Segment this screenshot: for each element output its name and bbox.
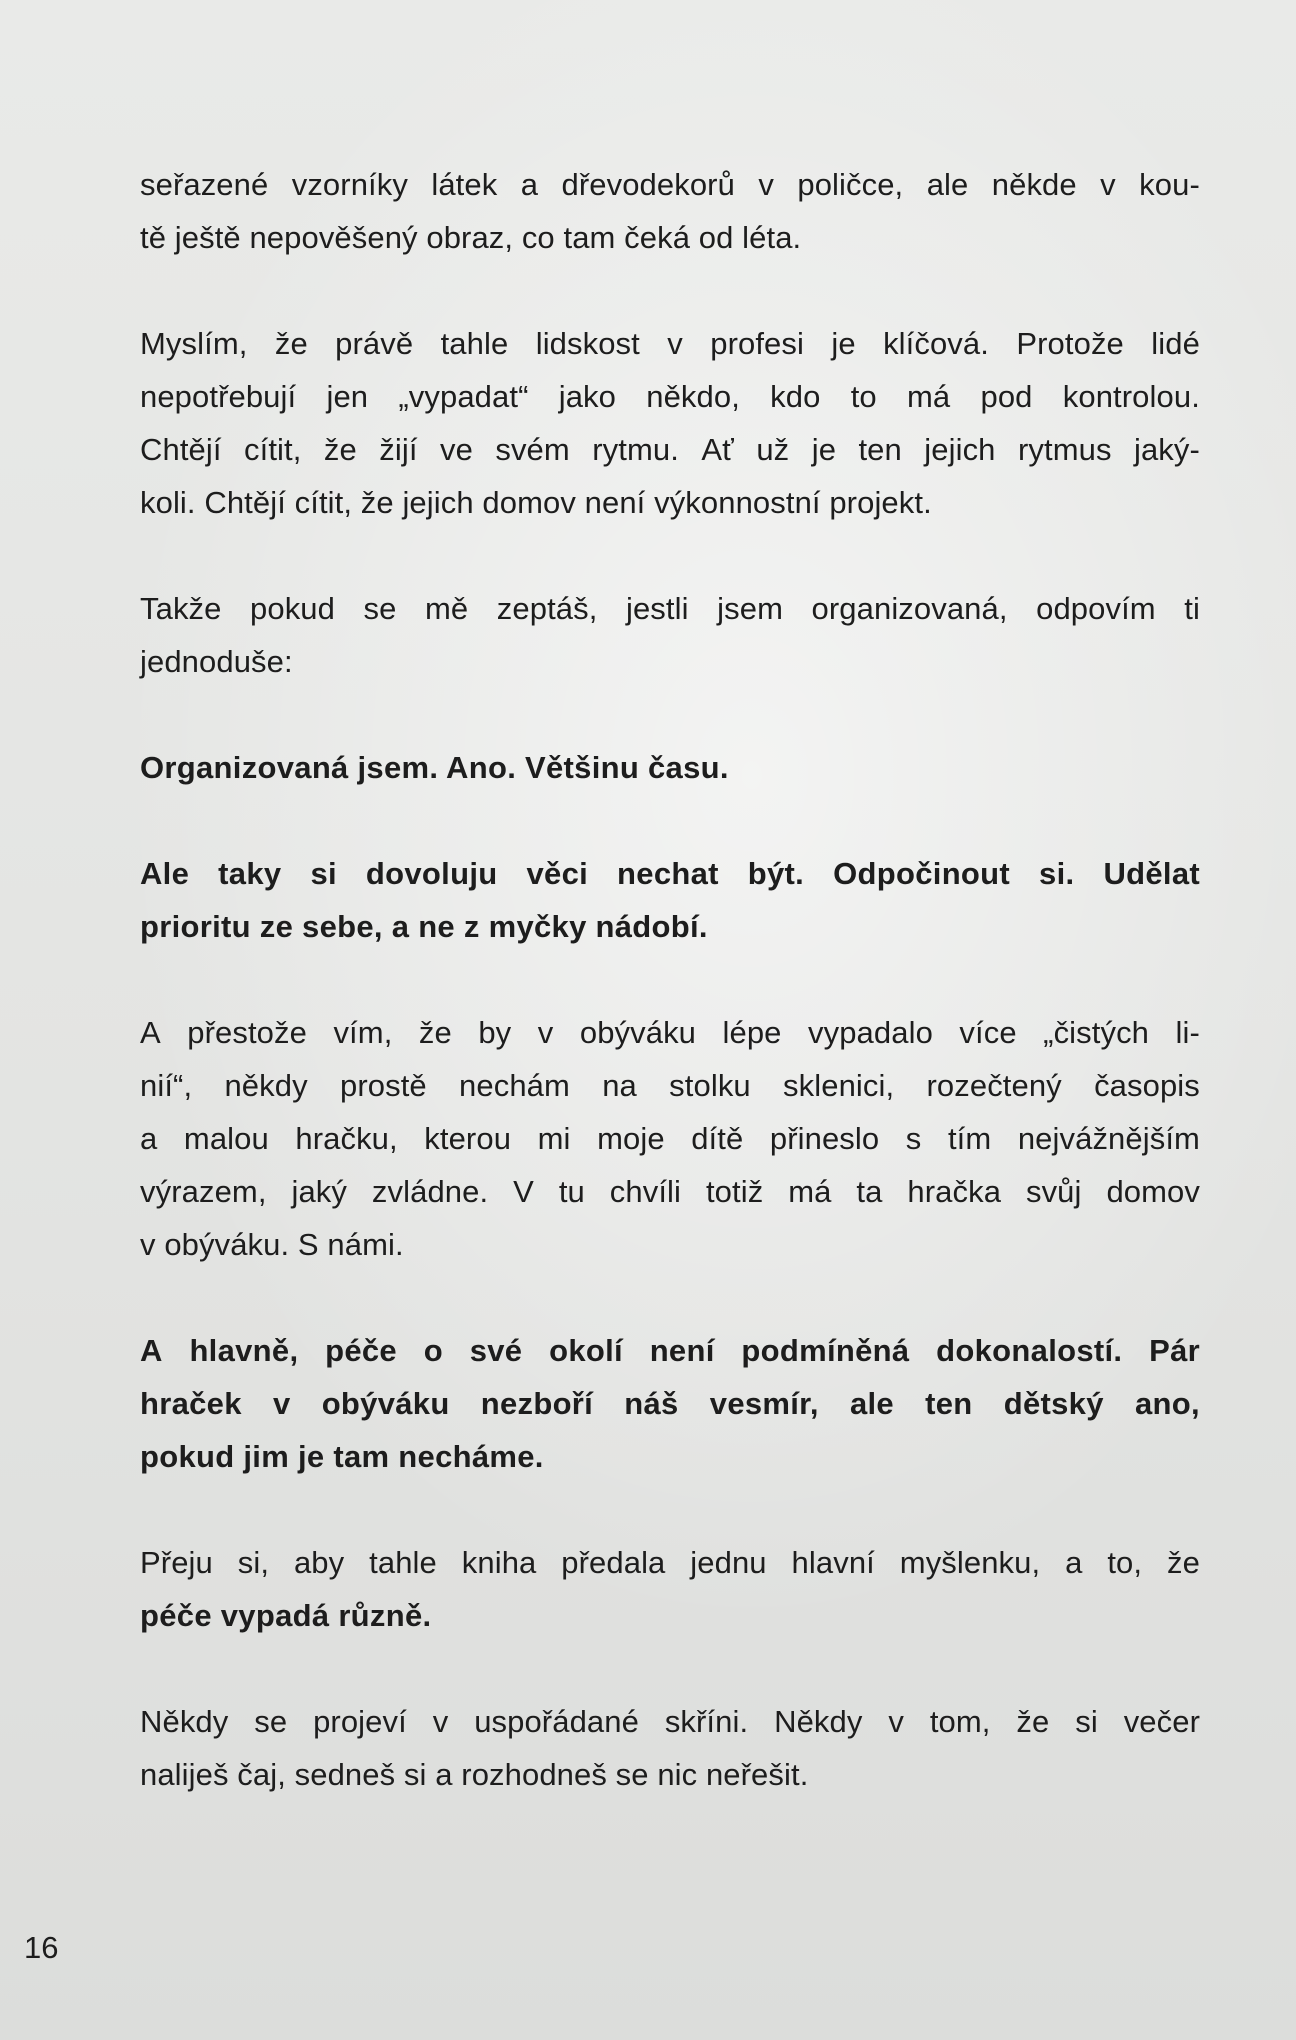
paragraph <box>140 847 1200 953</box>
text-line: tě ještě nepověšený obraz, co tam čeká od léta. <box>140 220 802 255</box>
paragraph <box>140 158 1200 264</box>
bold-text-line: prioritu ze sebe, a ne z myčky nádobí. <box>140 909 708 944</box>
paragraph <box>140 1324 1200 1483</box>
text-line: naliješ čaj, sedneš si a rozhodneš se nic neřešit. <box>140 1757 809 1792</box>
text-line: seřazené vzorníky látek a dřevodekorů v poličce, ale někde v kou- <box>140 167 1200 202</box>
text-line: jednoduše: <box>140 644 293 679</box>
bold-text-line: pokud jim je tam necháme. <box>140 1439 544 1474</box>
bold-text-line: Organizovaná jsem. Ano. Většinu času. <box>140 750 729 785</box>
bold-text-line: Ale taky si dovoluju věci nechat být. Odpočinout si. Udělat <box>140 856 1200 891</box>
paragraph <box>140 317 1200 529</box>
paragraph <box>140 1006 1200 1271</box>
text-line: v obýváku. S námi. <box>140 1227 404 1262</box>
text-line: Přeju si, aby tahle kniha předala jednu hlavní myšlenku, a to, že <box>140 1545 1200 1580</box>
text-line: výrazem, jaký zvládne. V tu chvíli totiž má ta hračka svůj domov <box>140 1174 1200 1209</box>
text-line: nepotřebují jen „vypadat“ jako někdo, kdo to má pod kontrolou. <box>140 379 1200 414</box>
text-line: Někdy se projeví v uspořádané skříni. Někdy v tom, že si večer <box>140 1704 1200 1739</box>
bold-text-line: hraček v obýváku nezboří náš vesmír, ale ten dětský ano, <box>140 1386 1200 1421</box>
paragraph <box>140 1695 1200 1801</box>
text-line: Takže pokud se mě zeptáš, jestli jsem organizovaná, odpovím ti <box>140 591 1200 626</box>
text-line: Myslím, že právě tahle lidskost v profesi je klíčová. Protože lidé <box>140 326 1200 361</box>
paragraph <box>140 741 1200 794</box>
paragraph <box>140 1536 1200 1642</box>
text-line: Chtějí cítit, že žijí ve svém rytmu. Ať už je ten jejich rytmus jaký- <box>140 432 1200 467</box>
body-text <box>140 158 1200 1801</box>
text-line: A přestože vím, že by v obýváku lépe vypadalo více „čistých li- <box>140 1015 1200 1050</box>
bold-text-line: péče vypadá různě. <box>140 1598 432 1633</box>
paragraph <box>140 582 1200 688</box>
bold-text-line: A hlavně, péče o své okolí není podmíněná dokonalostí. Pár <box>140 1333 1200 1368</box>
text-line: nií“, někdy prostě nechám na stolku sklenici, rozečtený časopis <box>140 1068 1200 1103</box>
page-number: 16 <box>24 1930 59 1965</box>
text-line: koli. Chtějí cítit, že jejich domov není výkonnostní projekt. <box>140 485 932 520</box>
text-line: a malou hračku, kterou mi moje dítě přineslo s tím nejvážnějším <box>140 1121 1200 1156</box>
